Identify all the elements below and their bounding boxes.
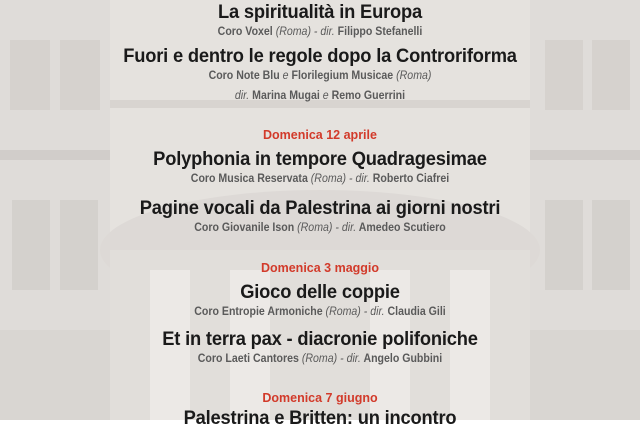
- event-credit-directors: dir. Marina Mugai e Remo Guerrini: [234, 90, 406, 102]
- event-title: Gioco delle coppie: [240, 281, 400, 303]
- date-heading: Domenica 12 aprile: [263, 128, 377, 142]
- event-title-cut-off: Palestrina e Britten: un incontro: [183, 407, 457, 429]
- event-credit: Coro Musica Reservata (Roma) - dir. Roberto Ciafrei: [190, 173, 450, 185]
- event-credit: Coro Entropie Armoniche (Roma) - dir. Claudia Gili: [194, 306, 446, 318]
- event-credit: Coro Giovanile Ison (Roma) - dir. Amedeo Scutiero: [194, 222, 446, 234]
- event-credit: Coro Note Blu e Florilegium Musicae (Roma): [208, 70, 432, 82]
- event-credit: Coro Laeti Cantores (Roma) - dir. Angelo Gubbini: [197, 353, 443, 365]
- date-heading: Domenica 3 maggio: [260, 261, 380, 275]
- event-title: La spiritualità in Europa: [217, 1, 423, 23]
- date-heading: Domenica 7 giugno: [262, 391, 378, 405]
- event-title: Pagine vocali da Palestrina ai giorni nostri: [139, 197, 501, 219]
- event-title: Fuori e dentro le regole dopo la Controriforma: [123, 45, 517, 67]
- event-title: Polyphonia in tempore Quadragesimae: [153, 148, 487, 170]
- event-credit: Coro Voxel (Roma) - dir. Filippo Stefanelli: [217, 26, 423, 38]
- event-title: Et in terra pax - diacronie polifoniche: [162, 328, 478, 350]
